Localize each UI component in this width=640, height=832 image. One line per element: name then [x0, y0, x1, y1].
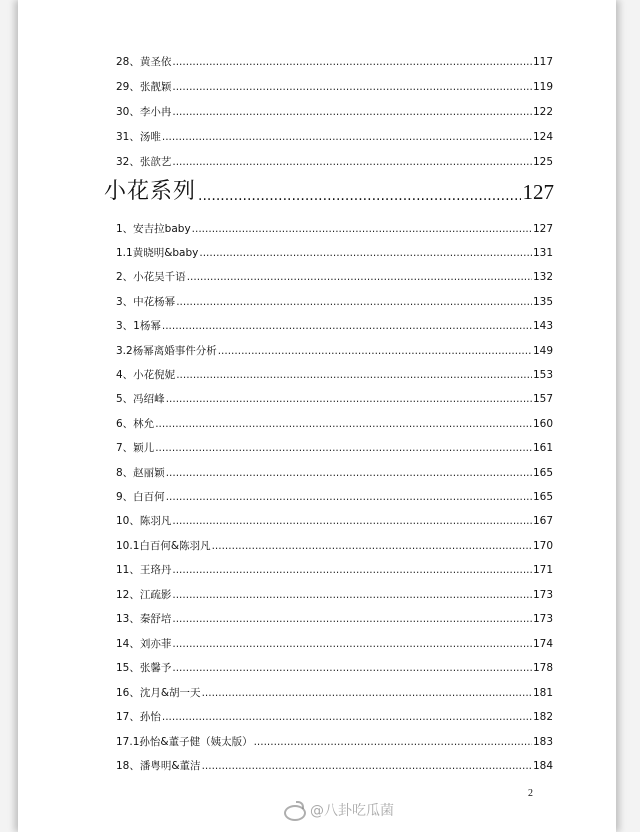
toc-entry[interactable]: [116, 295, 553, 309]
dot-leader: [162, 319, 532, 333]
toc-entry-label: 32、张歆艺: [116, 156, 172, 168]
dot-leader: [199, 246, 532, 260]
toc-entry-label: 15、张馨予: [116, 662, 172, 674]
toc-entry-label: 28、黄圣依: [116, 56, 172, 68]
toc-entry-label: 3、中花杨幂: [116, 296, 176, 308]
toc-entry-label: 12、江疏影: [116, 589, 172, 601]
toc-entry-label: 18、潘粤明&董洁: [116, 760, 201, 772]
toc-entry-label: 1、安吉拉baby: [116, 223, 191, 235]
table-of-contents: [18, 0, 616, 832]
toc-entry-page: 178: [532, 662, 553, 674]
dot-leader: [172, 588, 532, 602]
toc-entry-label: 1.1黄晓明&baby: [116, 247, 199, 259]
dot-leader: [254, 735, 532, 749]
toc-entry-label: 9、白百何: [116, 491, 165, 503]
toc-entry-page: 161: [532, 442, 553, 454]
toc-entry[interactable]: [116, 155, 553, 169]
toc-entry-label: 17.1孙怡&董子健（姨太版）: [116, 736, 253, 748]
toc-entry[interactable]: [116, 539, 553, 553]
toc-entry-page: 153: [532, 369, 553, 381]
toc-entry-page: 124: [532, 131, 553, 143]
dot-leader: [172, 612, 532, 626]
toc-entry-label: 16、沈月&胡一天: [116, 687, 201, 699]
toc-entry-page: 117: [532, 56, 553, 68]
toc-entry[interactable]: [116, 319, 553, 333]
dot-leader: [166, 490, 532, 504]
toc-entry-label: 13、秦舒培: [116, 613, 172, 625]
toc-entry-page: 125: [532, 156, 553, 168]
toc-entry[interactable]: [116, 466, 553, 480]
toc-entry[interactable]: [116, 490, 553, 504]
toc-entry[interactable]: [116, 588, 553, 602]
toc-entry-label: 17、孙怡: [116, 711, 161, 723]
toc-entry-page: 183: [532, 736, 553, 748]
toc-entry-page: 171: [532, 564, 553, 576]
toc-entry-label: 7、颖儿: [116, 442, 155, 454]
toc-entry-page: 122: [532, 106, 553, 118]
toc-entry-page: 143: [532, 320, 553, 332]
dot-leader: [155, 417, 532, 431]
toc-entry[interactable]: [116, 80, 553, 94]
toc-entry-page: 165: [532, 491, 553, 503]
toc-entry-label: 3、1杨幂: [116, 320, 161, 332]
toc-entry-page: 181: [532, 687, 553, 699]
toc-entry-page: 160: [532, 418, 553, 430]
toc-entry[interactable]: [116, 55, 553, 69]
toc-entry-page: 174: [532, 638, 553, 650]
dot-leader: [162, 710, 532, 724]
toc-entry-label: 2、小花吴千语: [116, 271, 186, 283]
toc-entry-label: 5、冯绍峰: [116, 393, 165, 405]
toc-entry[interactable]: [116, 417, 553, 431]
dot-leader: [172, 155, 532, 169]
toc-entry[interactable]: [116, 514, 553, 528]
toc-entry[interactable]: [116, 130, 553, 144]
dot-leader: [172, 637, 532, 651]
page-number: 2: [528, 788, 533, 799]
toc-entry[interactable]: [116, 637, 553, 651]
toc-entry-page: 132: [532, 271, 553, 283]
toc-entry-page: 167: [532, 515, 553, 527]
document-page: [18, 0, 616, 832]
toc-entry-page: 170: [532, 540, 553, 552]
dot-leader: [166, 466, 532, 480]
dot-leader: [162, 130, 532, 144]
dot-leader: [202, 686, 532, 700]
toc-entry-page: 173: [532, 589, 553, 601]
toc-entry-label: 11、王珞丹: [116, 564, 172, 576]
toc-entry-page: 131: [532, 247, 553, 259]
dot-leader: [172, 514, 532, 528]
toc-entry-label: 30、李小冉: [116, 106, 172, 118]
toc-entry-page: 184: [532, 760, 553, 772]
toc-entry-page: 127: [532, 223, 553, 235]
toc-entry[interactable]: [116, 105, 553, 119]
toc-entry-page: 135: [532, 296, 553, 308]
dot-leader: [218, 344, 532, 358]
toc-entry[interactable]: [116, 270, 553, 284]
toc-entry-page: 173: [532, 613, 553, 625]
dot-leader: [172, 563, 532, 577]
dot-leader: [192, 222, 532, 236]
toc-entry-label: 31、汤唯: [116, 131, 161, 143]
toc-entry[interactable]: [116, 612, 553, 626]
toc-entry-label: 10、陈羽凡: [116, 515, 172, 527]
toc-entry[interactable]: [116, 563, 553, 577]
section-title: 小花系列: [104, 179, 197, 204]
toc-entry-label: 14、刘亦菲: [116, 638, 172, 650]
toc-entry[interactable]: [116, 710, 553, 724]
toc-entry-page: 157: [532, 393, 553, 405]
dot-leader: [176, 368, 532, 382]
dot-leader: [172, 105, 532, 119]
dot-leader: [202, 759, 532, 773]
dot-leader: [212, 539, 532, 553]
toc-entry-page: 149: [532, 345, 553, 357]
watermark-text: @八卦吃瓜菌: [310, 803, 394, 819]
toc-entry[interactable]: [116, 368, 553, 382]
toc-entry[interactable]: [116, 759, 553, 773]
toc-entry[interactable]: [116, 661, 553, 675]
toc-entry[interactable]: [116, 222, 553, 236]
dot-leader: [172, 80, 532, 94]
toc-entry[interactable]: [116, 441, 553, 455]
dot-leader: [172, 661, 532, 675]
weibo-logo-icon: [282, 801, 306, 819]
toc-entry[interactable]: [116, 344, 553, 358]
toc-entry[interactable]: [116, 686, 553, 700]
toc-entry-label: 29、张靓颖: [116, 81, 172, 93]
dot-leader: [172, 55, 532, 69]
dot-leader: [198, 187, 520, 205]
toc-section-heading[interactable]: [104, 179, 554, 205]
toc-entry-page: 165: [532, 467, 553, 479]
toc-entry-page: 119: [532, 81, 553, 93]
dot-leader: [166, 392, 532, 406]
section-page: 127: [522, 180, 554, 204]
toc-entry-label: 4、小花倪妮: [116, 369, 176, 381]
toc-entry[interactable]: [116, 735, 553, 749]
dot-leader: [155, 441, 532, 455]
dot-leader: [187, 270, 532, 284]
toc-entry-page: 182: [532, 711, 553, 723]
toc-entry-label: 10.1白百何&陈羽凡: [116, 540, 211, 552]
toc-entry-label: 8、赵丽颖: [116, 467, 165, 479]
toc-entry[interactable]: [116, 246, 553, 260]
toc-entry[interactable]: [116, 392, 553, 406]
toc-entry-label: 6、林允: [116, 418, 155, 430]
dot-leader: [176, 295, 532, 309]
watermark: [282, 800, 394, 820]
toc-entry-label: 3.2杨幂离婚事件分析: [116, 345, 217, 357]
